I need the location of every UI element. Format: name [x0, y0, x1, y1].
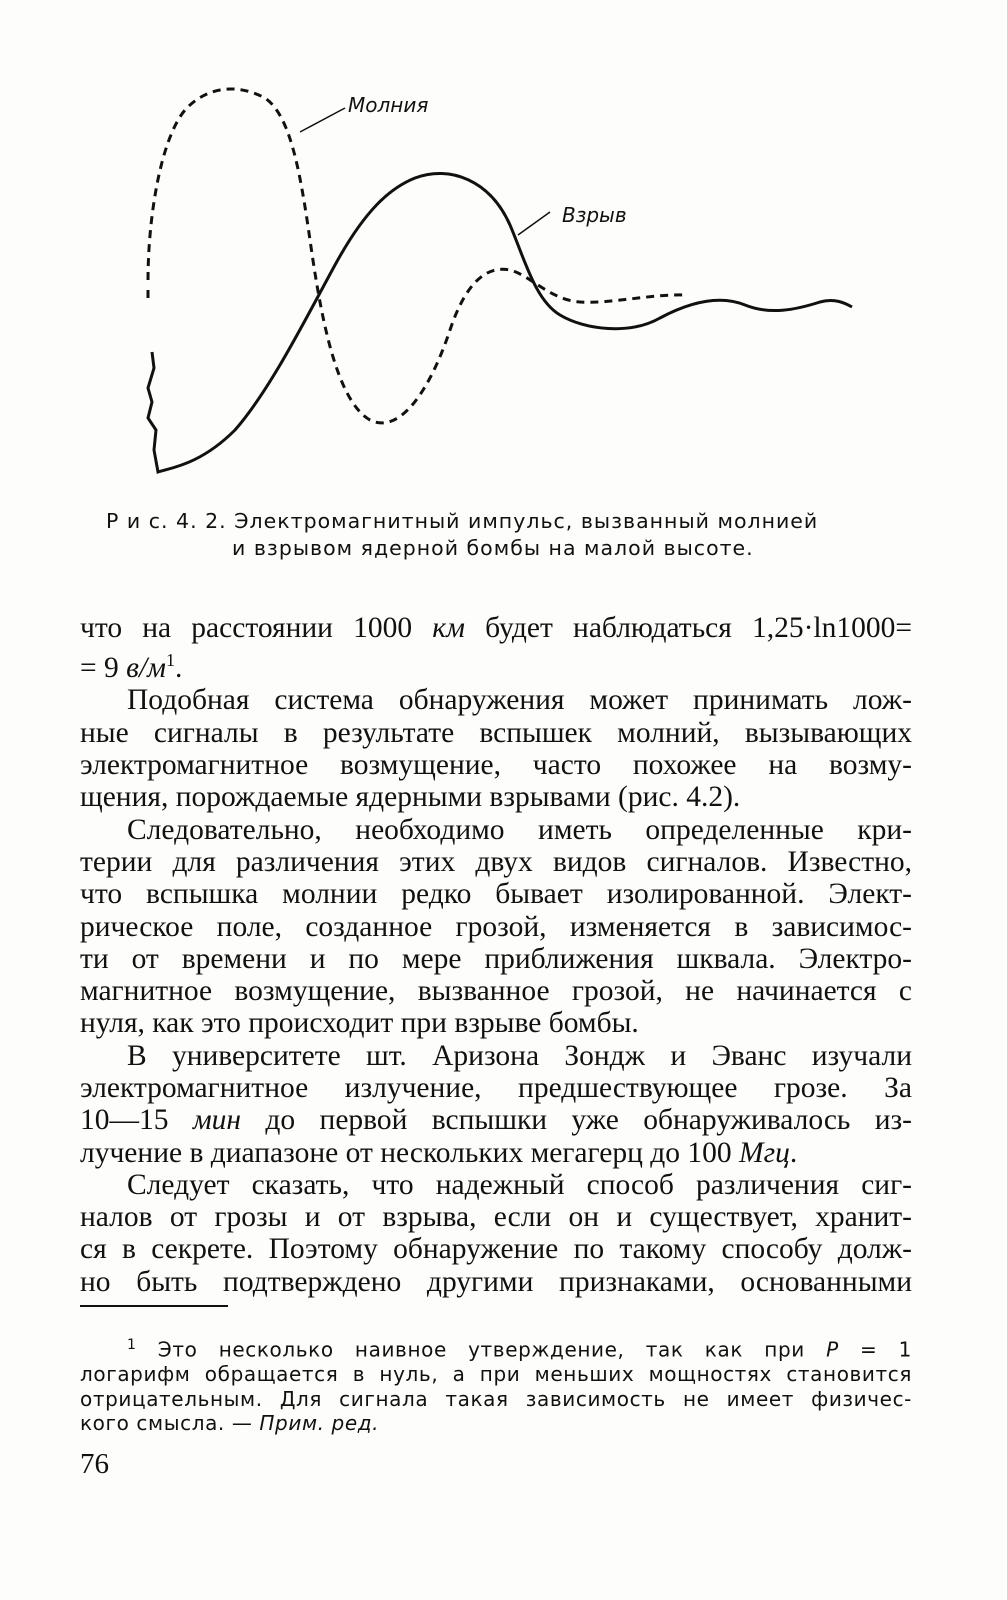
p4-text-d: .: [789, 1136, 798, 1169]
footnote-line-2: логарифм обращается в нуль, а при меньших мощностях становится: [80, 1362, 912, 1387]
p1-text-b: будет наблюдаться 1,25·ln1000=: [464, 612, 913, 644]
caption-line-2: и взрывом ядерной бомбы на малой высоте.: [232, 536, 754, 560]
lightning-label: Молния: [348, 93, 429, 117]
paragraph-4: [80, 1040, 912, 1169]
lightning-leader: [300, 108, 345, 132]
p1-text-c: = 9: [80, 652, 127, 685]
footnote-text-b: = 1: [838, 1337, 912, 1362]
footnote-text-c: кого смысла. —: [80, 1411, 260, 1436]
explosion-curve: [148, 173, 852, 472]
footnote-line-3: отрицательным. Для сигнала такая зависимость не имеет физичес-: [80, 1386, 912, 1411]
footnote-text-a: Это несколько наивное утверждение, так как при: [136, 1337, 827, 1362]
p1-line-2: [80, 644, 912, 684]
footnote-ref: 1: [165, 650, 175, 671]
p1-unit-km: км: [432, 612, 465, 644]
p1-line-1: [80, 612, 912, 644]
p4-line-2: электромагнитное излучение, предшествующее грозе. За: [80, 1071, 912, 1104]
p2-line-3: электромагнитное возмущение, часто похожее на возму-: [80, 749, 912, 782]
p3-line-1: Следовательно, необходимо иметь определенные кри-: [127, 813, 912, 846]
p5-line-1: Следует сказать, что надежный способ различения сиг-: [127, 1168, 912, 1201]
body-text: [80, 612, 912, 1298]
p1-text-a: что на расстоянии 1000: [80, 612, 433, 644]
explosion-leader: [518, 212, 550, 235]
p3-line-3: что вспышка молнии редко бывает изолированной. Элект-: [80, 878, 912, 911]
footnote-mark: 1: [127, 1337, 137, 1353]
explosion-label: Взрыв: [562, 203, 627, 227]
footnote-line-4: [80, 1411, 912, 1436]
p4-line-1: В университете шт. Аризона Зондж и Эванс изучали: [127, 1039, 912, 1072]
p1-unit-vm: в/м: [126, 652, 166, 685]
paragraph-1: [80, 612, 912, 684]
p3-line-6: магнитное возмущение, вызванное грозой, не начинается с: [80, 975, 912, 1008]
p2-line-2: ные сигналы в результате вспышек молний, вызывающих: [80, 716, 912, 749]
caption-prefix: Р и с.: [106, 509, 169, 533]
p4-text-b: до первой вспышки уже обнаруживалось из-: [241, 1104, 913, 1137]
caption-text-1: Электромагнитный импульс, вызванный молнией: [234, 509, 819, 533]
footnote-separator: [80, 1305, 228, 1307]
p5-line-4: но быть подтверждено другими признаками, основанными: [80, 1265, 912, 1298]
p1-text-d: .: [174, 652, 183, 685]
p4-text-c: лучение в диапазоне от нескольких мегагерц до 100: [80, 1136, 739, 1169]
page-number: 76: [80, 1448, 109, 1480]
figure-caption: [106, 508, 926, 562]
lightning-curve: [148, 89, 685, 423]
caption-number: 4. 2.: [176, 509, 227, 533]
p3-line-4: рическое поле, созданное грозой, изменяется в зависимос-: [80, 910, 912, 943]
footnote: [80, 1333, 912, 1436]
waveform-svg: [130, 70, 870, 490]
p4-text-a: 10—15: [80, 1104, 193, 1137]
paragraph-3: [80, 814, 912, 1040]
footnote-line-1: [80, 1333, 912, 1362]
p5-line-2: налов от грозы и от взрыва, если он и существует, хранит-: [80, 1201, 912, 1234]
paragraph-5: [80, 1169, 912, 1298]
paragraph-2: [80, 684, 912, 813]
p3-line-5: ти от времени и по мере приближения шквала. Электро-: [80, 942, 912, 975]
p4-unit-min: мин: [192, 1104, 242, 1137]
p2-line-4: щения, порождаемые ядерными взрывами (рис. 4.2).: [80, 781, 741, 814]
p2-line-1: Подобная система обнаружения может принимать лож-: [127, 684, 912, 717]
p5-line-3: ся в секрете. Поэтому обнаружение по такому способу долж-: [80, 1233, 912, 1266]
p3-line-2: терии для различения этих двух видов сигналов. Известно,: [80, 845, 912, 878]
emp-waveform-figure: [130, 70, 870, 490]
caption-line-1: [106, 508, 926, 535]
footnote-var-p: P: [826, 1337, 839, 1362]
p4-line-4: [80, 1137, 912, 1169]
p4-unit-mhz: Мгц: [739, 1136, 790, 1169]
p3-line-7: нуля, как это происходит при взрыве бомбы.: [80, 1007, 639, 1040]
footnote-editor-note: Прим. ред.: [259, 1411, 380, 1436]
p4-line-3: [80, 1104, 912, 1136]
